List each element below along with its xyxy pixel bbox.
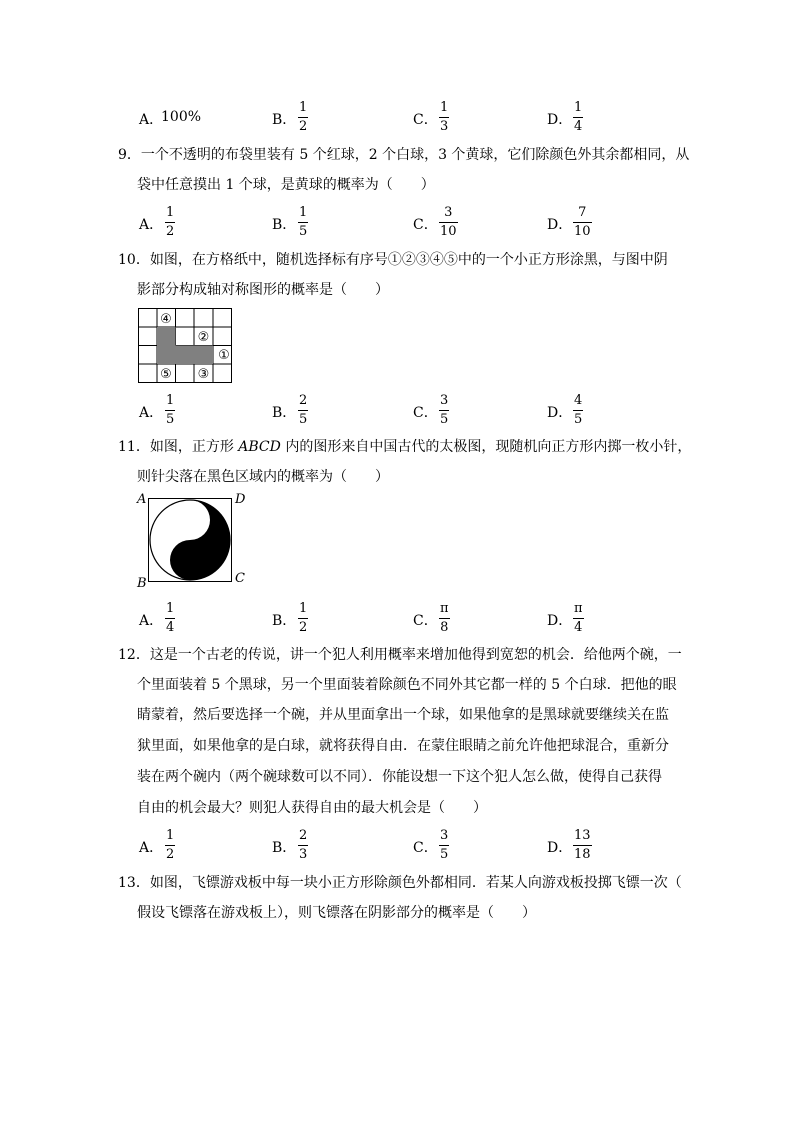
grid-mark-3: ③	[197, 367, 210, 382]
fraction: 1 5	[166, 393, 175, 427]
fraction: 3 5	[440, 828, 449, 862]
fraction: 1 4	[574, 100, 583, 134]
fraction: 1 2	[299, 601, 308, 635]
q12-text-line4: 狱里面，如果他拿的是白球，就将获得自由．在蒙住眼睛之前允许他把球混合，重新分	[137, 738, 669, 754]
corner-label-b: B	[137, 576, 147, 590]
q11-text-line2: 则针尖落在黑色区域内的概率为（ ）	[137, 469, 389, 485]
fraction: 1 2	[299, 100, 308, 134]
fraction: 2 5	[299, 393, 308, 427]
fraction: 2 3	[299, 828, 308, 862]
fraction: 4 5	[574, 393, 583, 427]
q11-taiji-figure	[134, 490, 254, 590]
q10-grid-figure	[138, 308, 238, 384]
fraction: 7 10	[574, 205, 591, 239]
fraction: 1 4	[166, 601, 175, 635]
fraction: 1 2	[166, 828, 175, 862]
shaded-cell	[194, 346, 213, 365]
corner-label-d: D	[235, 492, 246, 507]
fraction: 13 18	[574, 828, 591, 862]
option-value: 100%	[161, 109, 202, 125]
q12-text-line1: 12．这是一个古老的传说，讲一个犯人利用概率来增加他得到宽恕的机会．给他两个碗，一	[118, 647, 682, 663]
shaded-cell	[176, 346, 195, 365]
fraction: π 8	[440, 601, 449, 635]
fraction: π 4	[574, 601, 583, 635]
corner-label-c: C	[235, 571, 245, 586]
q12-text-line2: 个里面装着 5 个黑球，另一个里面装着除颜色不同外其它都一样的 5 个白球．把他的眼	[137, 677, 677, 693]
q12-text-line5: 装在两个碗内（两个碗球数可以不同）．你能设想一下这个犯人怎么做，使得自己获得	[137, 769, 662, 785]
grid-mark-5: ⑤	[160, 367, 172, 382]
q9-text-line1: 9．一个不透明的布袋里装有 5 个红球，2 个白球，3 个黄球，它们除颜色外其余都相同，从	[118, 147, 690, 163]
grid-mark-1: ①	[218, 348, 230, 363]
fraction: 1 3	[440, 100, 449, 134]
shaded-cell	[157, 346, 176, 365]
q10-text-line1: 10．如图，在方格纸中，随机选择标有序号①②③④⑤中的一个小正方形涂黑，与图中阴	[118, 252, 668, 268]
fraction: 3 10	[440, 205, 457, 239]
fraction: 3 5	[440, 393, 449, 427]
q9-text-line2: 袋中任意摸出 1 个球，是黄球的概率为（ ）	[137, 177, 435, 193]
grid-mark-2: ②	[197, 330, 210, 345]
q12-text-line6: 自由的机会最大？则犯人获得自由的最大机会是（ ）	[137, 800, 487, 816]
fraction: 1 5	[299, 205, 308, 239]
fraction: 1 2	[166, 205, 175, 239]
q10-text-line2: 影部分构成轴对称图形的概率是（ ）	[137, 282, 389, 298]
q13-text-line1: 13．如图，飞镖游戏板中每一块小正方形除颜色外都相同．若某人向游戏板投掷飞镖一次（	[118, 875, 682, 891]
q11-text-line1: 11．如图，正方形 ABCD 内的图形来自中国古代的太极图，现随机向正方形内掷一枚小针，	[118, 439, 692, 455]
corner-label-a: A	[137, 492, 147, 507]
q13-text-line2: 假设飞镖落在游戏板上），则飞镖落在阴影部分的概率是（ ）	[137, 905, 536, 921]
shaded-cell	[157, 327, 176, 346]
q12-text-line3: 睛蒙着，然后要选择一个碗，并从里面拿出一个球，如果他拿的是黑球就要继续关在监	[137, 707, 669, 723]
grid-mark-4: ④	[160, 312, 172, 327]
